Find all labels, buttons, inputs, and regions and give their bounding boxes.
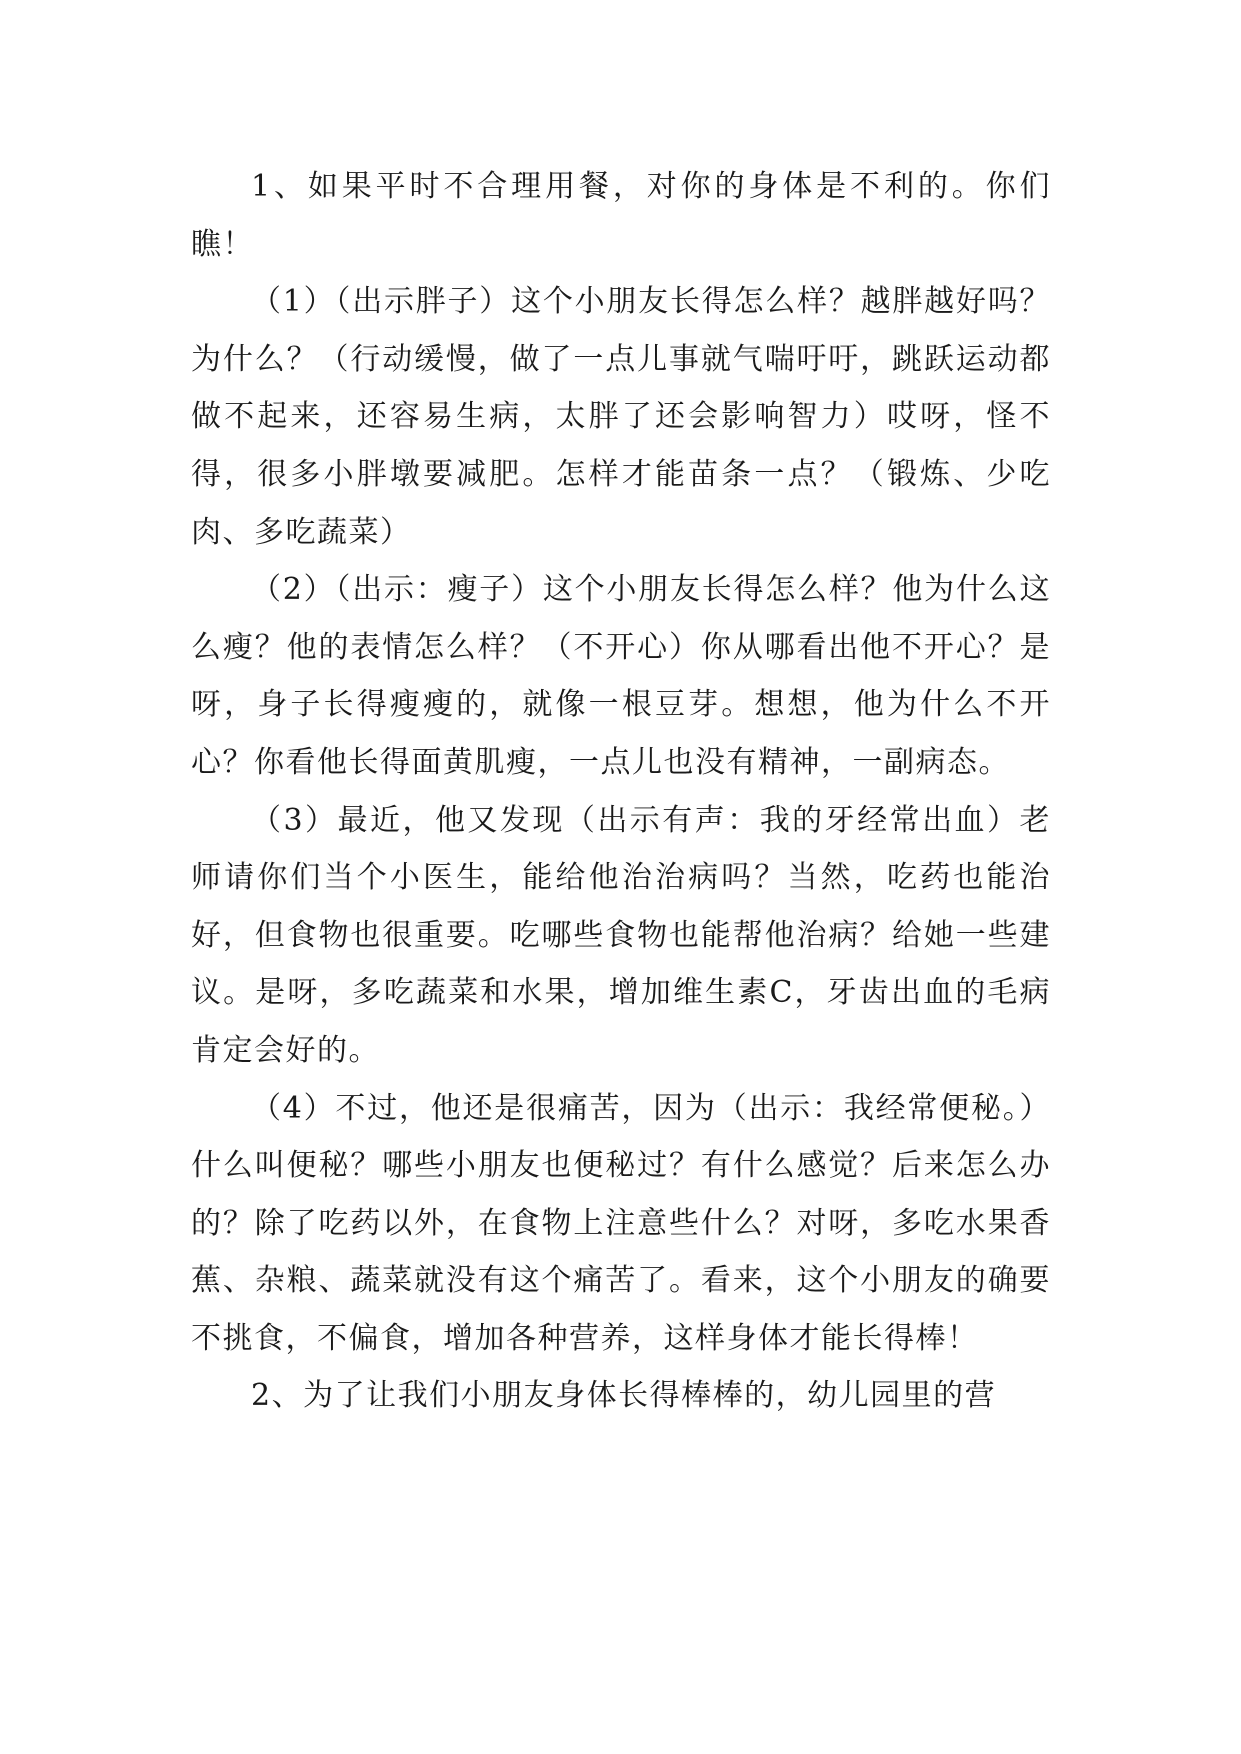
paragraph-6: 2、为了让我们小朋友身体长得棒棒的，幼儿园里的营 — [251, 1378, 997, 1414]
paragraph-4: （3）最近，他又发现（出示有声：我的牙经常出血）老师请你们当个小医生，能给他治治病吗？当然，吃药也能治好，但食物也很重要。吃哪些食物也能帮他治病？给她一些建议。是呀，多吃蔬菜和水果，增加维生素C，牙齿出血的毛病肯定会好的。 — [191, 802, 1051, 1068]
document-body — [191, 158, 1051, 1425]
paragraph-3: （2）（出示：瘦子）这个小朋友长得怎么样？他为什么这么瘦？他的表情怎么样？（不开心）你从哪看出他不开心？是呀，身子长得瘦瘦的，就像一根豆芽。想想，他为什么不开心？你看他长得面黄肌瘦，一点儿也没有精神，一副病态。 — [191, 572, 1051, 780]
paragraph-1: 1、如果平时不合理用餐，对你的身体是不利的。你们瞧！ — [191, 169, 1051, 262]
paragraph-2: （1）（出示胖子）这个小朋友长得怎么样？越胖越好吗？为什么？（行动缓慢，做了一点儿事就气喘吁吁，跳跃运动都做不起来，还容易生病，太胖了还会影响智力）哎呀，怪不得，很多小胖墩要减肥。怎样才能苗条一点？（锻炼、少吃肉、多吃蔬菜） — [191, 284, 1051, 550]
paragraph-5: （4）不过，他还是很痛苦，因为（出示：我经常便秘。）什么叫便秘？哪些小朋友也便秘过？有什么感觉？后来怎么办的？除了吃药以外，在食物上注意些什么？对呀，多吃水果香蕉、杂粮、蔬菜就没有这个痛苦了。看来，这个小朋友的确要不挑食，不偏食，增加各种营养，这样身体才能长得棒！ — [191, 1090, 1051, 1356]
